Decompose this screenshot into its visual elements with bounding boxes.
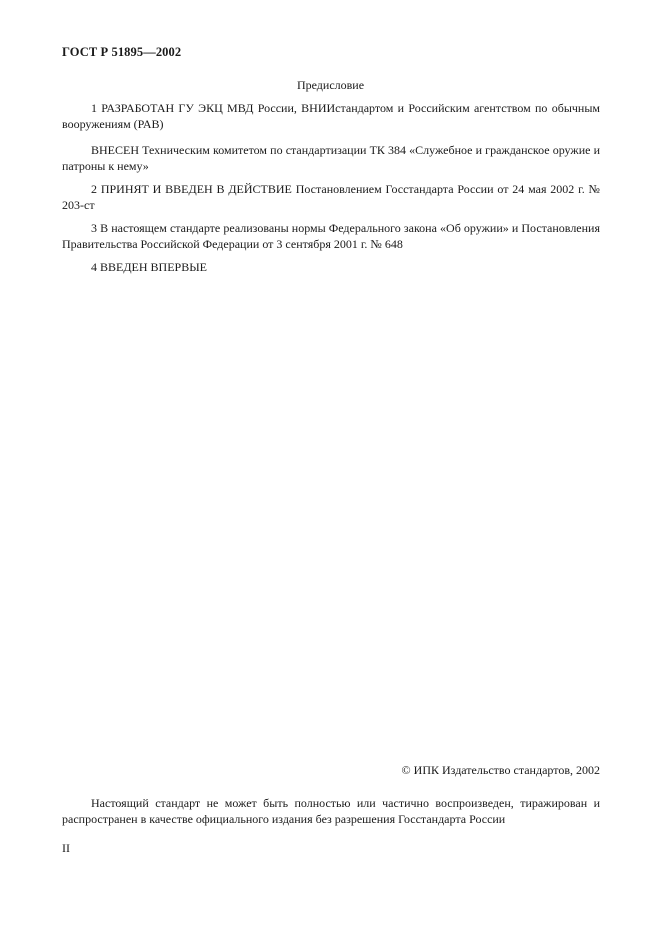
copyright-line: © ИПК Издательство стандартов, 2002 bbox=[401, 763, 600, 777]
reproduction-notice bbox=[62, 795, 600, 827]
paragraph-text: 4 ВВЕДЕН ВПЕРВЫЕ bbox=[91, 260, 207, 274]
section-title: Предисловие bbox=[296, 78, 365, 92]
paragraph-text: 1 РАЗРАБОТАН ГУ ЭКЦ МВД России, ВНИИстандартом и Российским агентством по обычным вооружениям (РАВ) bbox=[62, 101, 600, 131]
paragraph-text: ВНЕСЕН Техническим комитетом по стандартизации ТК 384 «Служебное и гражданское оружие и патроны к нему» bbox=[62, 143, 600, 173]
document-code: ГОСТ Р 51895—2002 bbox=[62, 45, 182, 59]
paragraph-text: 3 В настоящем стандарте реализованы нормы Федерального закона «Об оружии» и Постановления Правительства Российской Федерации от 3 сентября 2001 г. № 648 bbox=[62, 221, 600, 251]
paragraph-introduced-by bbox=[62, 142, 600, 174]
paragraph-first-introduced bbox=[62, 259, 600, 275]
paragraph-implemented-norms bbox=[62, 220, 600, 252]
paragraph-adopted bbox=[62, 181, 600, 213]
paragraph-developed-by bbox=[62, 100, 600, 132]
page-number: II bbox=[62, 841, 70, 855]
paragraph-text: 2 ПРИНЯТ И ВВЕДЕН В ДЕЙСТВИЕ Постановлением Госстандарта России от 24 мая 2002 г. № 203-ст bbox=[62, 182, 600, 212]
notice-text: Настоящий стандарт не может быть полностью или частично воспроизведен, тиражирован и распространен в качестве официального издания без разрешения Госстандарта России bbox=[62, 796, 600, 826]
